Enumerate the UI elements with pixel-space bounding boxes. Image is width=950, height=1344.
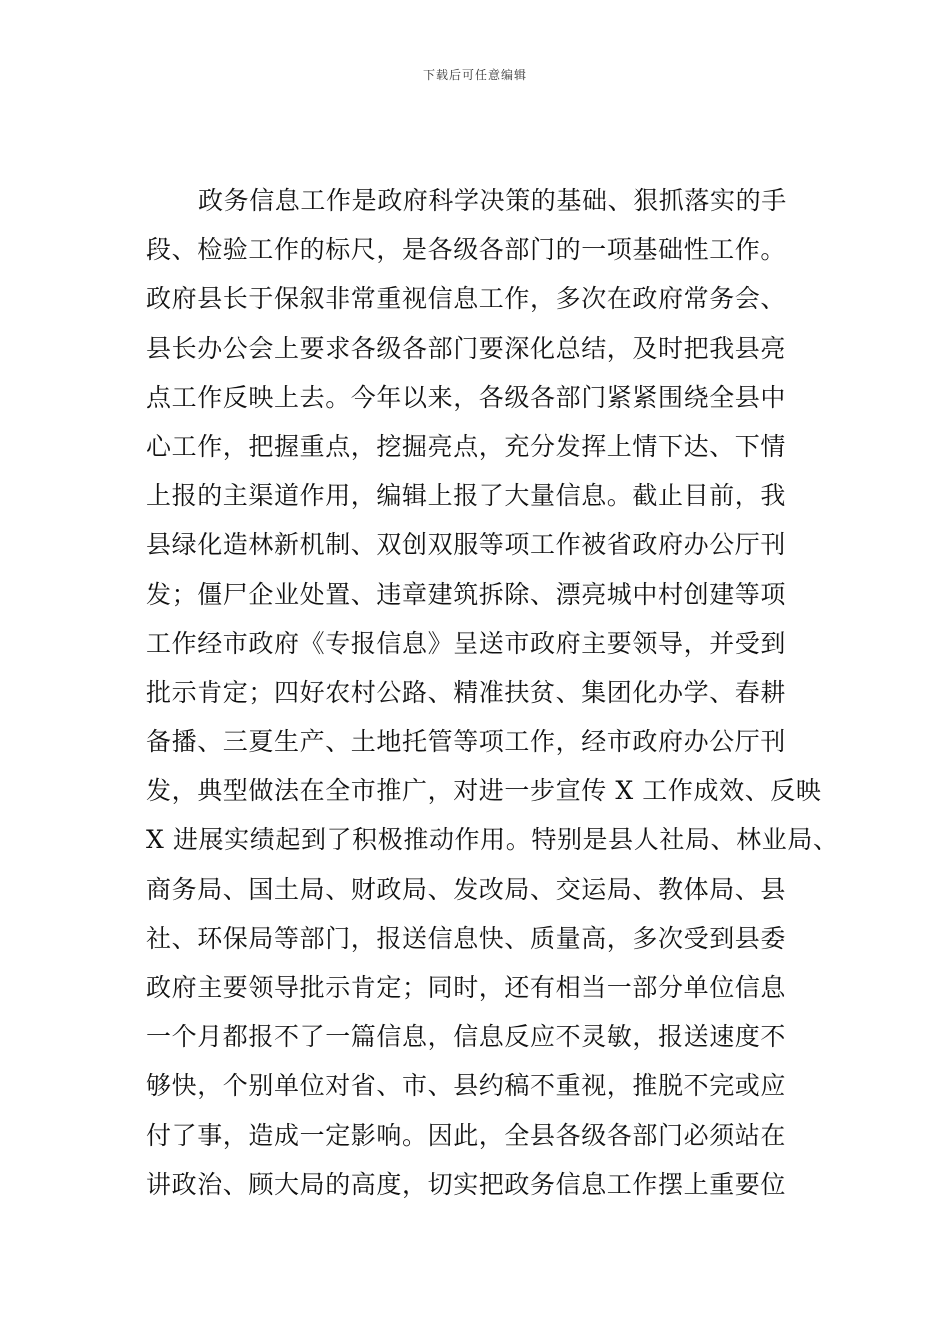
text-line-18: 一个月都报不了一篇信息，信息反应不灵敏，报送速度不	[146, 1022, 787, 1052]
text-line-13: 发，典型做法在全市推广，对进一步宣传 X 工作成效、反映	[146, 776, 822, 806]
body-paragraph	[146, 176, 839, 1209]
text-line-20: 付了事，造成一定影响。因此，全县各级各部门必须站在	[146, 1120, 787, 1150]
text-line-4: 县长办公会上要求各级各部门要深化总结，及时把我县亮	[146, 333, 787, 363]
text-line-1: 政务信息工作是政府科学决策的基础、狠抓落实的手	[198, 186, 787, 215]
text-line-17: 政府主要领导批示肯定；同时，还有相当一部分单位信息	[146, 973, 787, 1002]
text-line-9: 发；僵尸企业处置、违章建筑拆除、漂亮城中村创建等项	[146, 579, 787, 609]
text-line-21: 讲政治、顾大局的高度，切实把政务信息工作摆上重要位	[146, 1169, 787, 1199]
text-line-19: 够快，个别单位对省、市、县约稿不重视，推脱不完或应	[146, 1071, 787, 1101]
text-line-6: 心工作，把握重点，挖掘亮点，充分发挥上情下达、下情	[146, 431, 787, 461]
header-note: 下载后可任意编辑	[422, 68, 527, 82]
text-line-8: 县绿化造林新机制、双创双服等项工作被省政府办公厅刊	[146, 530, 787, 560]
text-line-5: 点工作反映上去。今年以来，各级各部门紧紧围绕全县中	[146, 382, 787, 412]
text-line-7: 上报的主渠道作用，编辑上报了大量信息。截止目前，我	[146, 481, 787, 511]
text-line-15: 商务局、国土局、财政局、发改局、交运局、教体局、县	[146, 874, 787, 904]
text-line-12: 备播、三夏生产、土地托管等项工作，经市政府办公厅刊	[146, 727, 787, 757]
text-line-2: 段、检验工作的标尺，是各级各部门的一项基础性工作。	[146, 235, 787, 265]
text-line-14: X 进展实绩起到了积极推动作用。特别是县人社局、林业局、	[146, 825, 839, 855]
text-line-11: 批示肯定；四好农村公路、精准扶贫、集团化办学、春耕	[146, 677, 787, 707]
text-line-3: 政府县长于保叙非常重视信息工作，多次在政府常务会、	[146, 284, 787, 314]
text-line-16: 社、环保局等部门，报送信息快、质量高，多次受到县委	[146, 923, 787, 953]
text-line-10: 工作经市政府《专报信息》呈送市政府主要领导，并受到	[146, 628, 787, 658]
